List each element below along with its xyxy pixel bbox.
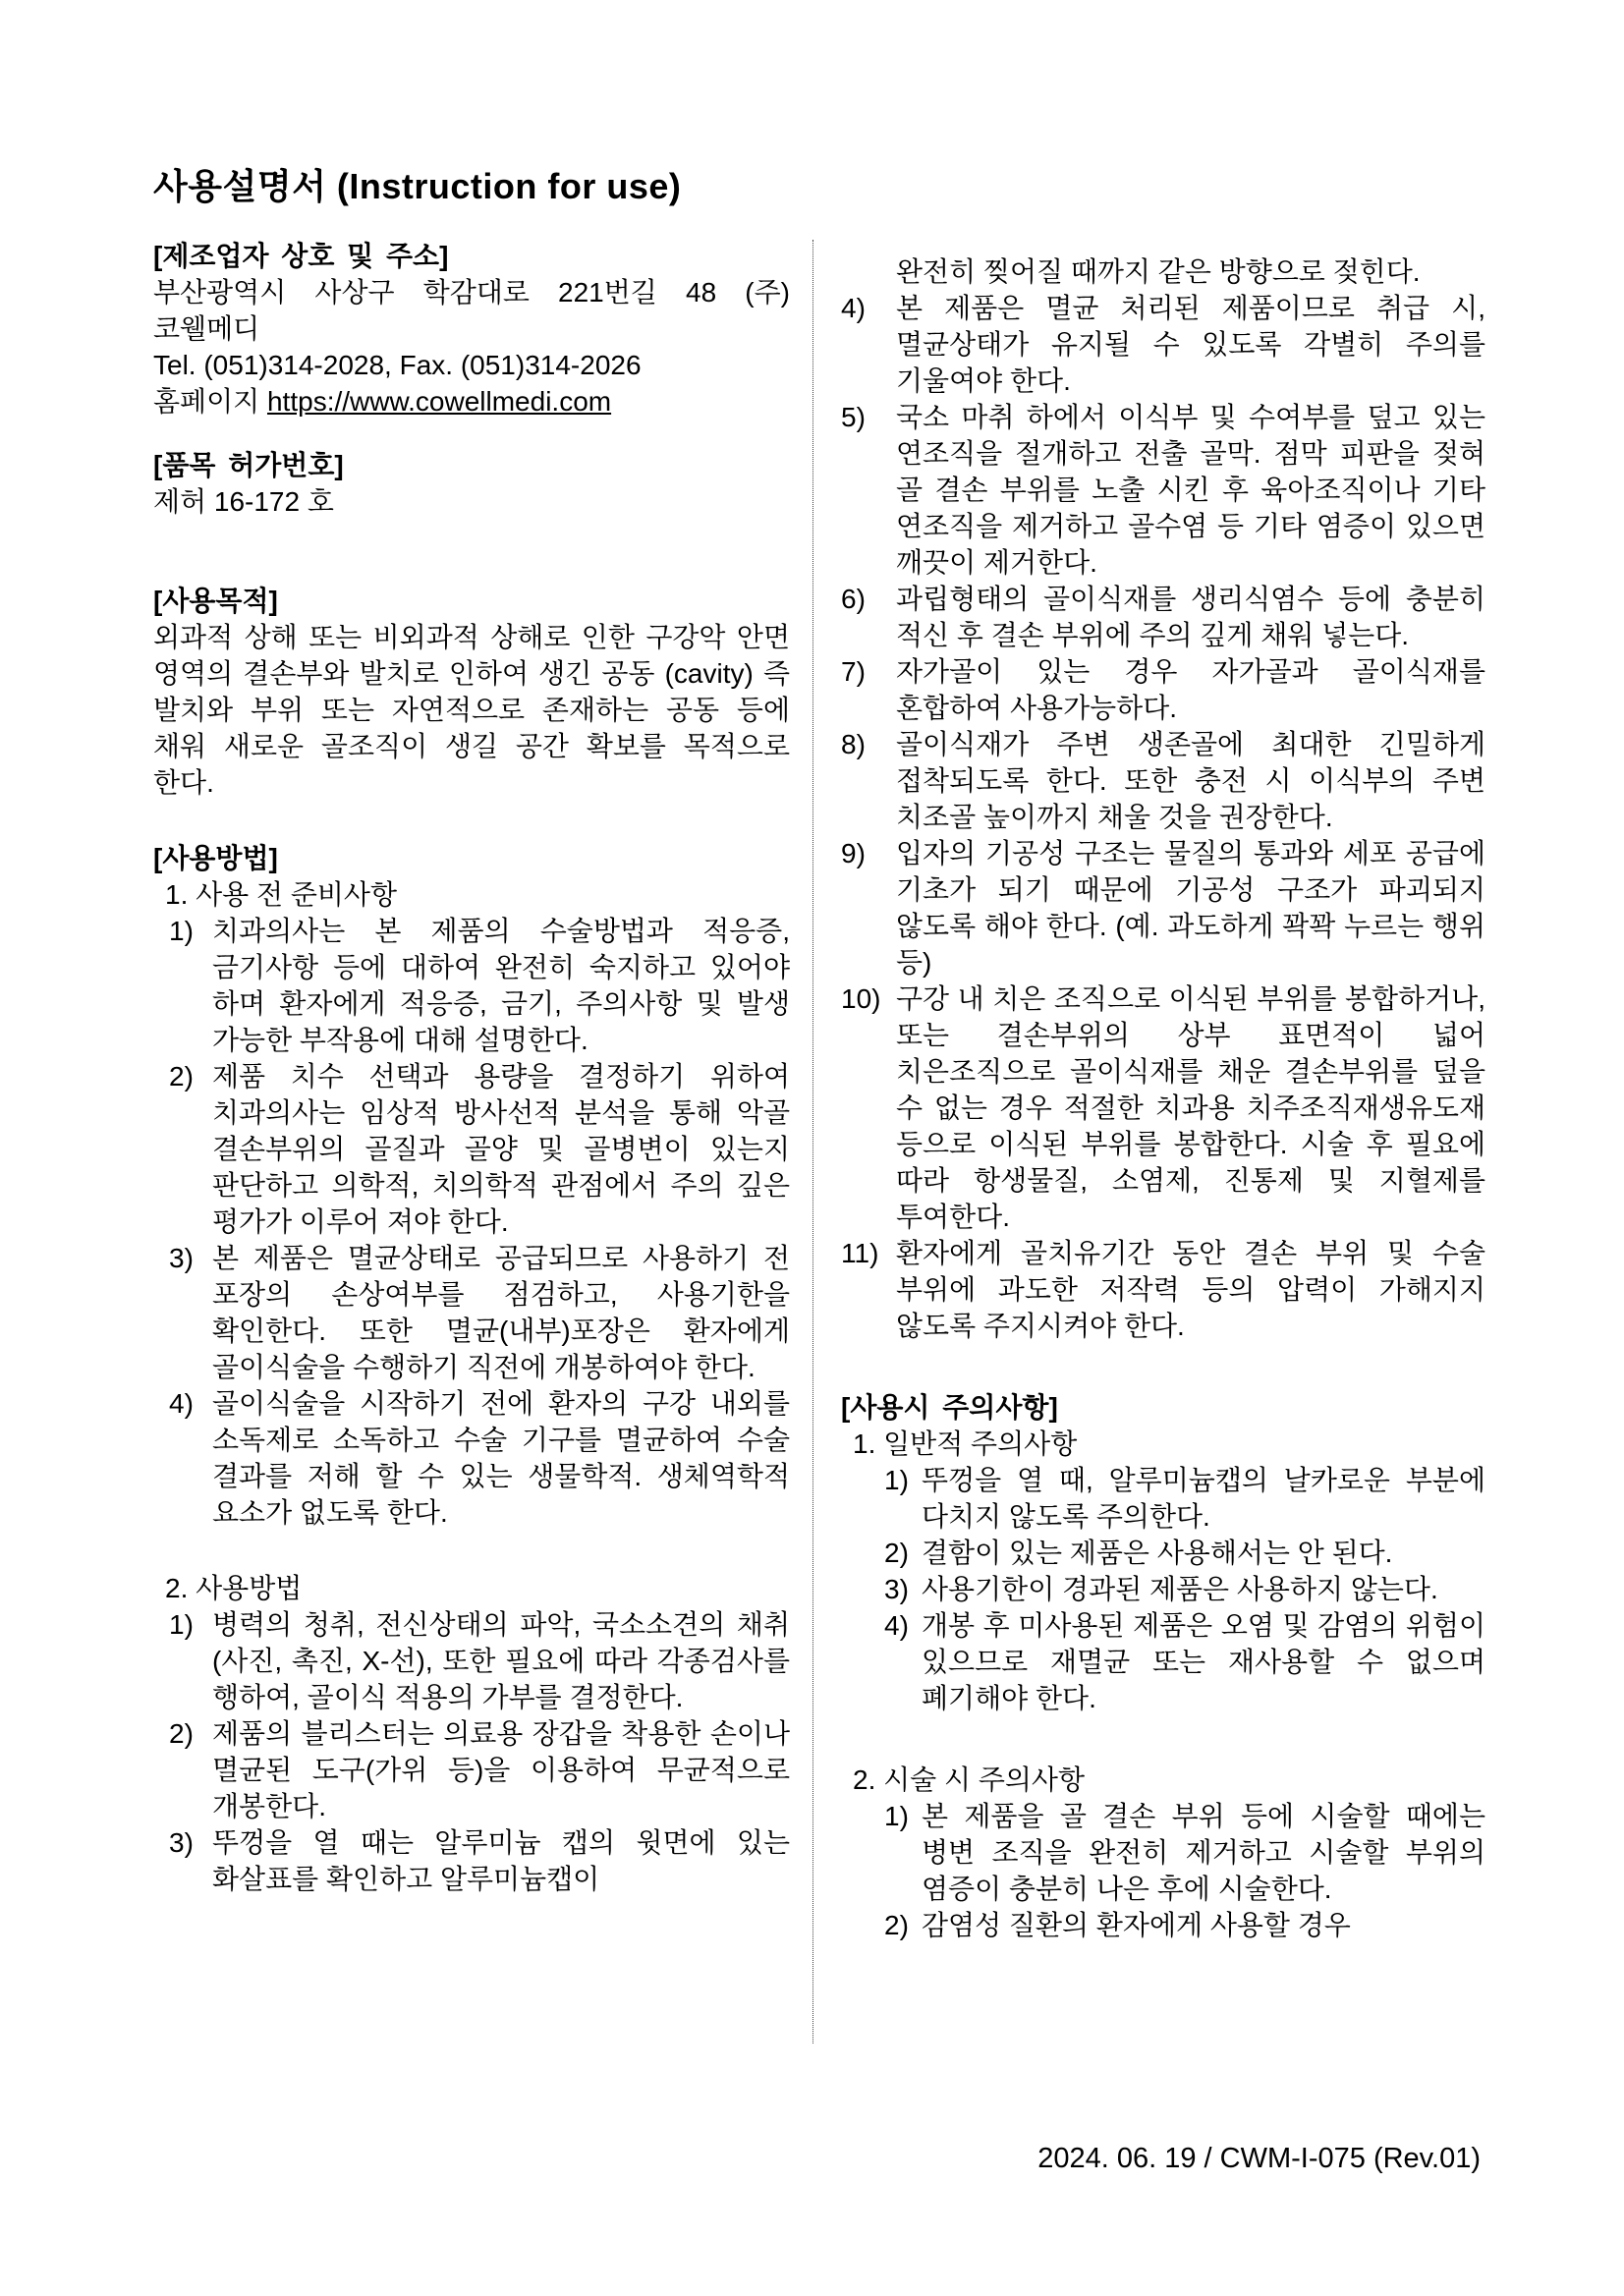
item-number: 11): [841, 1238, 879, 1268]
item-text: 본 제품은 멸균 처리된 제품이므로 취급 시, 멸균상태가 유지될 수 있도록 각별히 주의를 기울여야 한다.: [896, 293, 1485, 396]
column-divider: [812, 240, 813, 2044]
caution-general-title: 1. 일반적 주의사항: [853, 1428, 1078, 1459]
item-text: 구강 내 치은 조직으로 이식된 부위를 봉합하거나, 또는 결손부위의 상부 표면적이 넓어 치은조직으로 골이식재를 채운 결손부위를 덮을 수 없는 경우 적절한 치과용 치주조직재생유도재 등으로 이식된 부위를 봉합한다. 시술 후 필요에 따라 항생물질, 소염제, 진통제 및 지혈제를 투여한다.: [896, 983, 1485, 1232]
item-text: 개봉 후 미사용된 제품은 오염 및 감염의 위험이 있으므로 재멸균 또는 재사용할 수 없으며 폐기해야 한다.: [922, 1610, 1485, 1713]
purpose-heading: [사용목적]: [153, 586, 278, 616]
item-text: 사용기한이 경과된 제품은 사용하지 않는다.: [922, 1574, 1438, 1604]
item-text: 뚜껑을 열 때는 알루미늄 캡의 윗면에 있는 화살표를 확인하고 알루미늄캡이: [212, 1827, 790, 1894]
method-item: [841, 290, 1485, 399]
method-item: [153, 1606, 790, 1715]
section-manufacturer: [153, 238, 790, 420]
method-item: [153, 1715, 790, 1824]
prep-item: [153, 1058, 790, 1240]
caution-general-item: [841, 1607, 1485, 1716]
item-text: 제품의 블리스터는 의료용 장갑을 착용한 손이나 멸균된 도구(가위 등)을 이용하여 무균적으로 개봉한다.: [212, 1718, 790, 1821]
homepage-label: 홈페이지: [153, 386, 260, 417]
purpose-body: 외과적 상해 또는 비외과적 상해로 인한 구강악 안면 영역의 결손부와 발치로 인하여 생긴 공동 (cavity) 즉 발치와 부위 또는 자연적으로 존재하는 공동 등에 채워 새로운 골조직이 생길 공간 확보를 목적으로 한다.: [153, 622, 790, 798]
item-text: 결함이 있는 제품은 사용해서는 안 된다.: [922, 1538, 1393, 1568]
item-number: 10): [841, 983, 881, 1014]
method-item: [841, 399, 1485, 581]
item-number: 1): [884, 1465, 909, 1495]
item-text: 본 제품은 멸균상태로 공급되므로 사용하기 전 포장의 손상여부를 점검하고, 사용기한을 확인한다. 또한 멸균(내부)포장은 환자에게 골이식술을 수행하기 직전에 개봉하여야 한다.: [212, 1243, 790, 1382]
item-number: 4): [841, 293, 866, 323]
item-text: 본 제품을 골 결손 부위 등에 시술할 때에는 병변 조직을 완전히 제거하고 시술할 부위의 염증이 충분히 나은 후에 시술한다.: [922, 1801, 1485, 1904]
method-continuation-text: 완전히 찢어질 때까지 같은 방향으로 젖힌다.: [896, 256, 1421, 287]
prep-item: [153, 1240, 790, 1385]
item-text: 환자에게 골치유기간 동안 결손 부위 및 수술 부위에 과도한 저작력 등의 압력이 가해지지 않도록 주지시켜야 한다.: [896, 1238, 1485, 1341]
item-number: 8): [841, 729, 866, 759]
caution-general-item: [841, 1462, 1485, 1535]
item-text: 국소 마취 하에서 이식부 및 수여부를 덮고 있는 연조직을 절개하고 전출 골막. 점막 피판을 젖혀 골 결손 부위를 노출 시킨 후 육아조직이나 기타 연조직을 제거하고 골수염 등 기타 염증이 있으면 깨끗이 제거한다.: [896, 402, 1485, 578]
item-number: 2): [169, 1061, 194, 1092]
method-item: [841, 653, 1485, 726]
item-text: 치과의사는 본 제품의 수술방법과 적응증, 금기사항 등에 대하여 완전히 숙지하고 있어야 하며 환자에게 적응증, 금기, 주의사항 및 발생 가능한 부작용에 대해 설명한다.: [212, 916, 790, 1055]
prep-item: [153, 913, 790, 1058]
caution-general-item: [841, 1535, 1485, 1571]
method-item: [153, 1824, 790, 1897]
method-item: [841, 581, 1485, 653]
item-text: 골이식재가 주변 생존골에 최대한 긴밀하게 접착되도록 한다. 또한 충전 시 이식부의 주변 치조골 높이까지 채울 것을 권장한다.: [896, 729, 1485, 832]
caution-heading: [사용시 주의사항]: [841, 1392, 1058, 1423]
caution-general-item: [841, 1571, 1485, 1607]
caution-surgery-title: 2. 시술 시 주의사항: [853, 1764, 1086, 1795]
item-number: 5): [841, 402, 866, 432]
license-heading: [품목 허가번호]: [153, 450, 344, 480]
license-number: 제허 16-172 호: [153, 486, 334, 517]
item-text: 감염성 질환의 환자에게 사용할 경우: [922, 1910, 1351, 1940]
usage-method-title: 2. 사용방법: [165, 1573, 303, 1603]
method-item: [841, 1235, 1485, 1344]
manufacturer-tel-fax: Tel. (051)314-2028, Fax. (051)314-2026: [153, 350, 642, 380]
item-number: 1): [169, 1609, 194, 1640]
item-number: 2): [169, 1718, 194, 1749]
item-text: 뚜껑을 열 때, 알루미늄캡의 날카로운 부분에 다치지 않도록 주의한다.: [922, 1465, 1485, 1532]
item-text: 입자의 기공성 구조는 물질의 통과와 세포 공급에 기초가 되기 때문에 기공성 구조가 파괴되지 않도록 해야 한다. (예. 과도하게 꽉꽉 누르는 행위 등): [896, 838, 1485, 978]
item-number: 4): [169, 1388, 194, 1419]
right-column: [841, 253, 1485, 1943]
item-number: 4): [884, 1610, 909, 1641]
item-number: 7): [841, 656, 866, 687]
item-number: 9): [841, 838, 866, 868]
item-number: 3): [169, 1243, 194, 1273]
page-title: 사용설명서 (Instruction for use): [153, 166, 682, 206]
item-number: 3): [884, 1574, 909, 1604]
section-purpose: [153, 583, 790, 801]
item-number: 2): [884, 1538, 909, 1568]
section-usage: [153, 840, 790, 1897]
usage-heading: [사용방법]: [153, 843, 278, 873]
caution-surgery-item: [841, 1907, 1485, 1943]
item-text: 병력의 청취, 전신상태의 파악, 국소소견의 채취(사진, 촉진, X-선), 또한 필요에 따라 각종검사를 행하여, 골이식 적용의 가부를 결정한다.: [212, 1609, 790, 1712]
item-text: 골이식술을 시작하기 전에 환자의 구강 내외를 소독제로 소독하고 수술 기구를 멸균하여 수술 결과를 저해 할 수 있는 생물학적. 생체역학적 요소가 없도록 한다.: [212, 1388, 790, 1528]
prep-item: [153, 1385, 790, 1531]
caution-surgery-item: [841, 1798, 1485, 1907]
section-license: [153, 447, 790, 520]
item-text: 자가골이 있는 경우 자가골과 골이식재를 혼합하여 사용가능하다.: [896, 656, 1485, 723]
item-number: 3): [169, 1827, 194, 1858]
item-text: 제품 치수 선택과 용량을 결정하기 위하여 치과의사는 임상적 방사선적 분석을 통해 악골 결손부위의 골질과 골양 및 골병변이 있는지 판단하고 의학적, 치의학적 관점에서 주의 깊은 평가가 이루어 져야 한다.: [212, 1061, 790, 1237]
method-item: [841, 726, 1485, 835]
homepage-link[interactable]: https://www.cowellmedi.com: [266, 386, 612, 417]
method-item: [841, 835, 1485, 980]
document-revision-footer: 2024. 06. 19 / CWM-I-075 (Rev.01): [1037, 2143, 1481, 2174]
item-number: 2): [884, 1910, 909, 1940]
method-item: [841, 980, 1485, 1235]
manufacturer-heading: [제조업자 상호 및 주소]: [153, 241, 449, 271]
item-number: 6): [841, 584, 866, 614]
manufacturer-address: 부산광역시 사상구 학감대로 221번길 48 (주)코웰메디: [153, 277, 790, 344]
section-caution: [841, 1389, 1485, 1943]
manufacturer-homepage-line: [153, 383, 790, 420]
item-number: 1): [169, 916, 194, 946]
item-number: 1): [884, 1801, 909, 1831]
usage-prep-title: 1. 사용 전 준비사항: [165, 879, 398, 910]
left-column: [153, 165, 790, 1897]
item-text: 과립형태의 골이식재를 생리식염수 등에 충분히 적신 후 결손 부위에 주의 깊게 채워 넣는다.: [896, 584, 1485, 650]
